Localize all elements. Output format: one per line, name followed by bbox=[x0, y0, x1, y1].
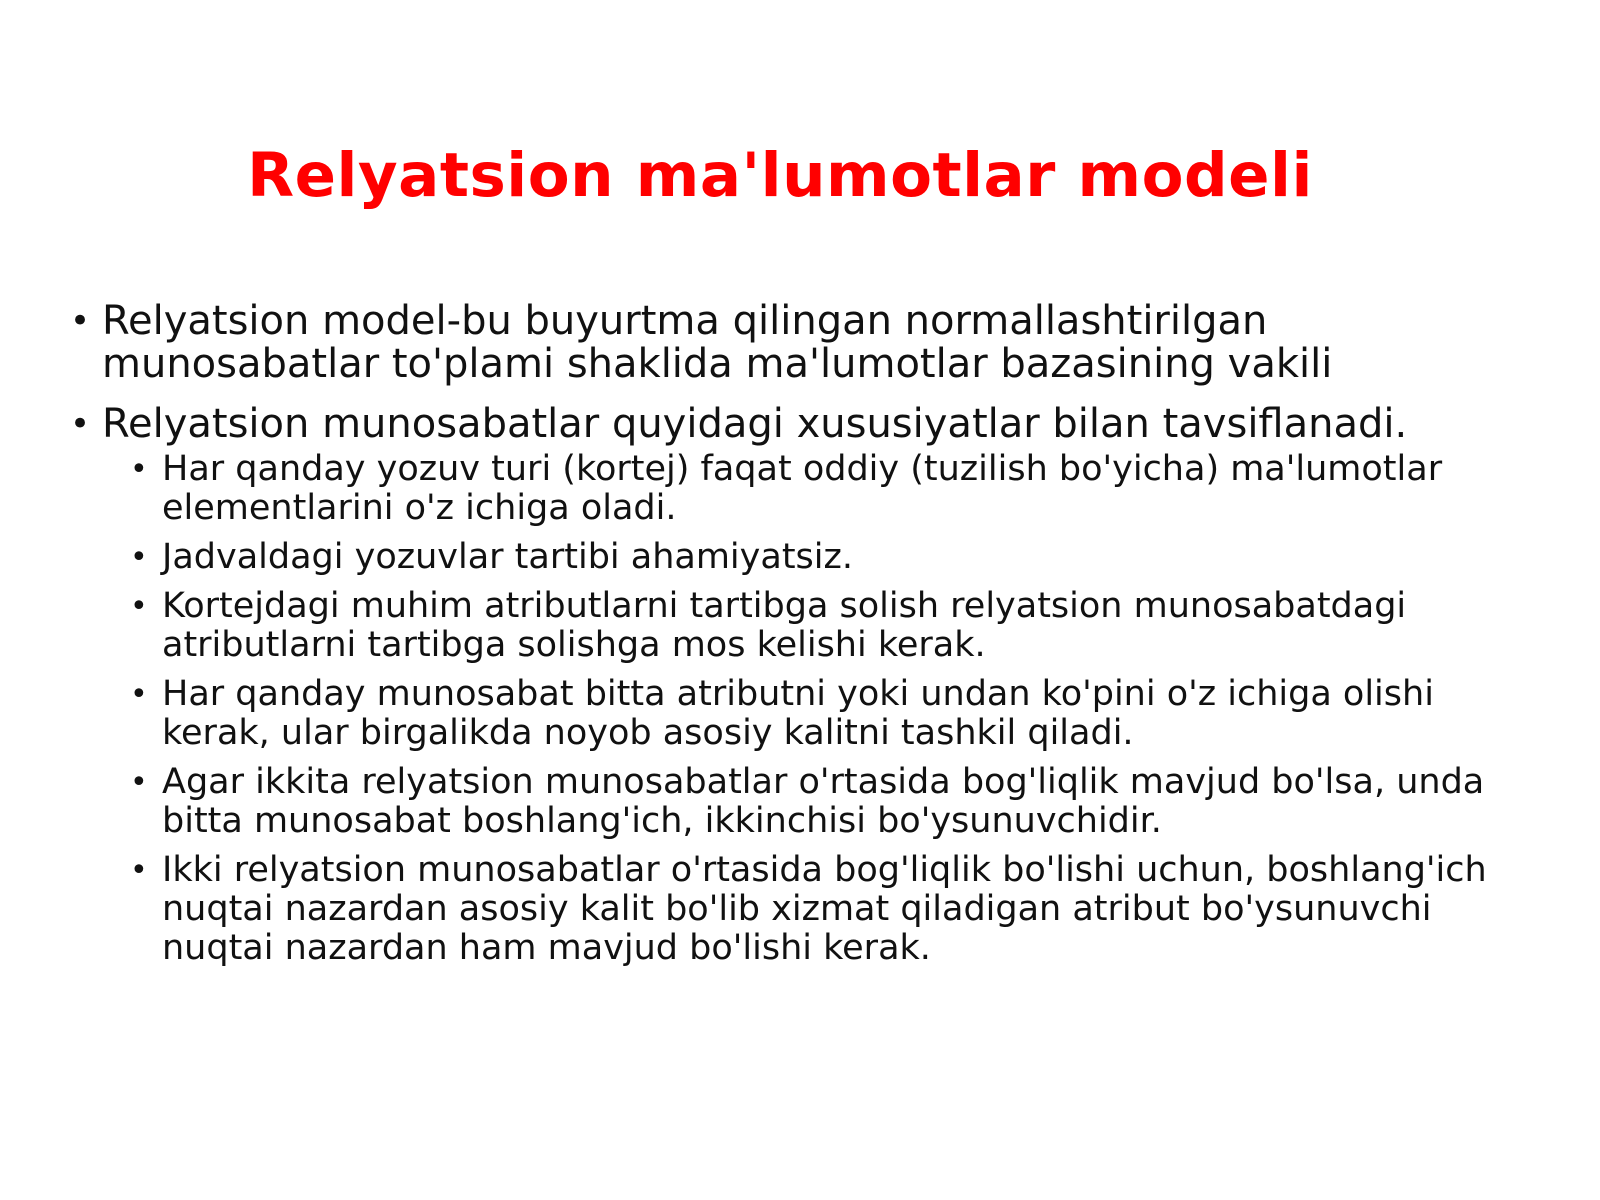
sub-bullet-item-2 bbox=[130, 538, 1540, 577]
sub-bullet-text: Har qanday yozuv turi (kortej) faqat oddiy (tuzilish bo'yicha) ma'lumotlar elementlarini o'z ichiga oladi. bbox=[162, 449, 1443, 528]
sub-bullet-text: Ikki relyatsion munosabatlar o'rtasida bog'liqlik bo'lishi uchun, boshlang'ich nuqtai nazardan asosiy kalit bo'lib xizmat qiladigan atribut bo'ysunuvchi nuqtai nazardan ham mavjud bo'lishi kerak. bbox=[162, 850, 1487, 968]
bullet-icon: • bbox=[130, 853, 148, 888]
bullet-icon: • bbox=[70, 301, 91, 341]
slide-title: Relyatsion ma'lumotlar modeli bbox=[247, 140, 1313, 211]
bullet-item-1 bbox=[70, 300, 1540, 386]
sub-bullet-text: Jadvaldagi yozuvlar tartibi ahamiyatsiz. bbox=[162, 537, 853, 577]
sub-bullet-item-5 bbox=[130, 763, 1540, 841]
bullet-icon: • bbox=[70, 404, 91, 444]
bullet-icon: • bbox=[130, 452, 148, 487]
bullet-icon: • bbox=[130, 589, 148, 624]
slide-content bbox=[70, 300, 1540, 985]
sub-bullet-text: Agar ikkita relyatsion munosabatlar o'rtasida bog'liqlik mavjud bo'lsa, unda bitta munosabat boshlang'ich, ikkinchisi bo'ysunuvchidir. bbox=[162, 762, 1485, 841]
sub-bullet-item-6 bbox=[130, 851, 1540, 968]
bullet-text: Relyatsion model-bu buyurtma qilingan normallashtirilgan munosabatlar to'plami shaklida ma'lumotlar bazasining vakili bbox=[102, 298, 1333, 387]
bullet-item-2 bbox=[70, 403, 1540, 968]
sub-bullet-list bbox=[130, 450, 1540, 968]
sub-bullet-item-3 bbox=[130, 587, 1540, 665]
sub-bullet-item-1 bbox=[130, 450, 1540, 528]
bullet-icon: • bbox=[130, 540, 148, 575]
bullet-icon: • bbox=[130, 677, 148, 712]
bullet-list bbox=[70, 300, 1540, 968]
sub-bullet-text: Kortejdagi muhim atributlarni tartibga solish relyatsion munosabatdagi atributlarni tartibga solishga mos kelishi kerak. bbox=[162, 586, 1407, 665]
sub-bullet-item-4 bbox=[130, 675, 1540, 753]
bullet-icon: • bbox=[130, 765, 148, 800]
bullet-text: Relyatsion munosabatlar quyidagi xususiyatlar bilan tavsiflanadi. bbox=[102, 401, 1408, 447]
sub-bullet-text: Har qanday munosabat bitta atributni yoki undan ko'pini o'z ichiga olishi kerak, ular birgalikda noyob asosiy kalitni tashkil qiladi. bbox=[162, 674, 1434, 753]
